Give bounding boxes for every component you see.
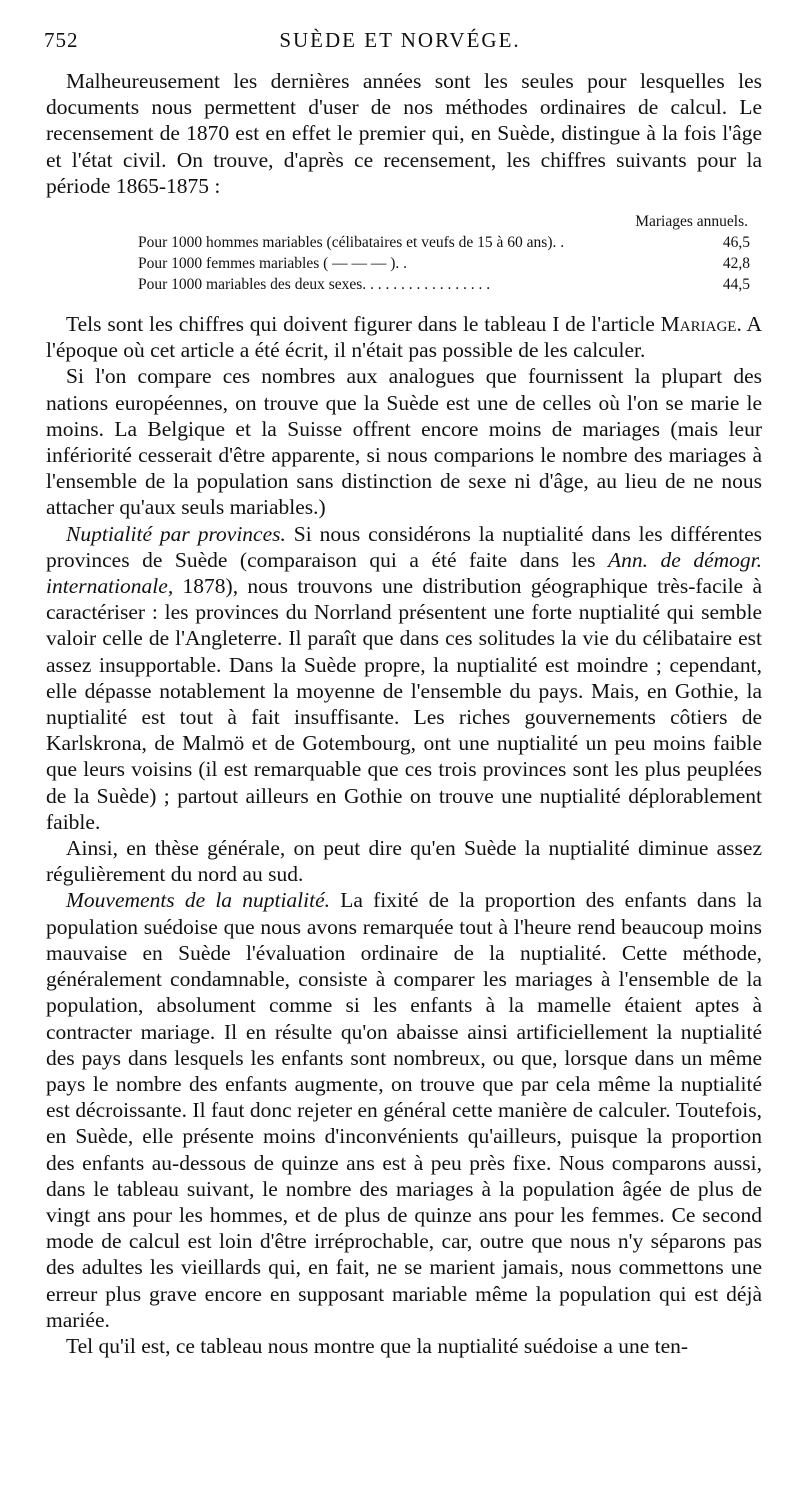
paragraph-text: 1878), nous trouvons une distribution géographique très-facile à caractériser : les provinces du Norrland présentent une forte nuptialité qui semble valoir celle de l'Angleterre. Il paraît que dans ces solitudes la vie du célibataire est assez insupportable. Dans la Suède propre, la nuptialité est moindre ; cependant, elle dépasse notablement la moyenne de l'ensemble du pays. Mais, en Gothie, la nuptialité est tout à fait insuffisante. Les riches gouvernements côtiers de Karlskrona, de Malmö et de Gotembourg, ont une nuptialité un peu moins faible que leurs voisins (il est remarquable que ces trois provinces sont les plus peuplées de la Suède) ; partout ailleurs en Gothie on trouve une nuptialité déplorablement faible. — [46, 574, 762, 834]
section-heading: Nuptialité par provinces. — [66, 521, 286, 546]
running-title: SUÈDE ET NORVÉGE. — [279, 28, 521, 52]
table-row-value: 44,5 — [722, 276, 750, 294]
table-row — [138, 232, 762, 253]
page-body — [46, 68, 762, 1359]
page-number: 752 — [44, 28, 79, 52]
paragraph-final: Tel qu'il est, ce tableau nous montre que la nuptialité suédoise a une ten- — [66, 1333, 689, 1358]
section-heading: Mouvements de la nuptialité. — [66, 888, 331, 913]
citation: Ann. de démogr. internationale, — [46, 547, 762, 599]
paragraph-text: . A l'époque où cet article a été écrit, il n'était pas possible de les calculer. — [46, 312, 762, 363]
table-row-label: Pour 1000 femmes mariables ( — — — ). . — [138, 255, 408, 273]
paragraph-text: Si nous considérons la nuptialité dans les différentes provinces de Suède (comparaison qui a été faite dans les — [46, 521, 763, 572]
paragraph-comparison: Si l'on compare ces nombres aux analogues que fournissent la plupart des nations européennes, on trouve que la Suède est une de celles où l'on se marie le moins. La Belgique et la Suisse offrent encore moins de mariages (mais leur infériorité cesserait d'être apparente, si nous comparions le nombre des mariages à l'ensemble de la population sans distinction de sexe ni d'âge, au lieu de ne nous attacher qu'aux seuls mariables.) — [46, 364, 762, 520]
table-row — [138, 253, 762, 274]
paragraph-provinces — [46, 521, 762, 835]
page-header — [40, 28, 760, 56]
paragraph-intro: Malheureusement les dernières années sont les seules pour lesquelles les documents nous permettent d'user de nos méthodes ordinaires de calcul. Le recensement de 1870 est en effet le premier qui, en Suède, distingue à la fois l'âge et l'état civil. On trouve, d'après ce recensement, les chiffres suivants pour la période 1865-1875 : — [46, 69, 762, 198]
paragraph-text: Tels sont les chiffres qui doivent figurer dans le tableau I de l'article — [66, 312, 661, 337]
paragraph-conclusion: Ainsi, en thèse générale, on peut dire qu'en Suède la nuptialité diminue assez régulièrement du nord au sud. — [46, 836, 762, 887]
marriage-rate-table — [46, 211, 762, 295]
article-name: Mariage — [660, 312, 737, 337]
paragraph-text: La fixité de la proportion des enfants dans la population suédoise que nous avons remarquée tout à l'heure rend beaucoup moins mauvaise en Suède l'évaluation ordinaire de la nuptialité. Cette méthode, généralement condamnable, consiste à comparer les mariages à l'ensemble de la population, absolument comme si les enfants à la mamelle étaient aptes à contracter mariage. Il en résulte qu'on abaisse ainsi artificiellement la nuptialité des pays dans lesquels les enfants sont nombreux, ou que, lorsque dans un même pays le nombre des enfants augmente, on trouve que par cela même la nuptialité est décroissante. Il faut donc rejeter en général cette manière de calculer. Toutefois, en Suède, elle présente moins d'inconvénients qu'ailleurs, puisque la proportion des enfants au-dessous de quinze ans est à peu près fixe. Nous comparons aussi, dans le tableau suivant, le nombre des mariages à la population âgée de plus de vingt ans pour les hommes, et de plus de quinze ans pour les femmes. Ce second mode de calcul est loin d'être irréprochable, car, outre que nous n'y séparons pas des adultes les vieillards qui, en fait, ne se marient jamais, nous commettons une erreur plus grave encore en supposant mariable même la population qui est déjà mariée. — [46, 888, 762, 1332]
table-row-label: Pour 1000 mariables des deux sexes. . . . . . . . . . . . . . . . . — [138, 276, 491, 294]
table-row — [138, 274, 762, 295]
table-column-header: Mariages annuels. — [635, 213, 748, 231]
paragraph-table-reference — [46, 311, 762, 363]
table-row-label: Pour 1000 hommes mariables (célibataires et veufs de 15 à 60 ans). . — [138, 234, 565, 252]
paragraph-movements — [46, 887, 762, 1332]
table-row-value: 42,8 — [722, 255, 750, 273]
table-row-value: 46,5 — [722, 234, 750, 252]
